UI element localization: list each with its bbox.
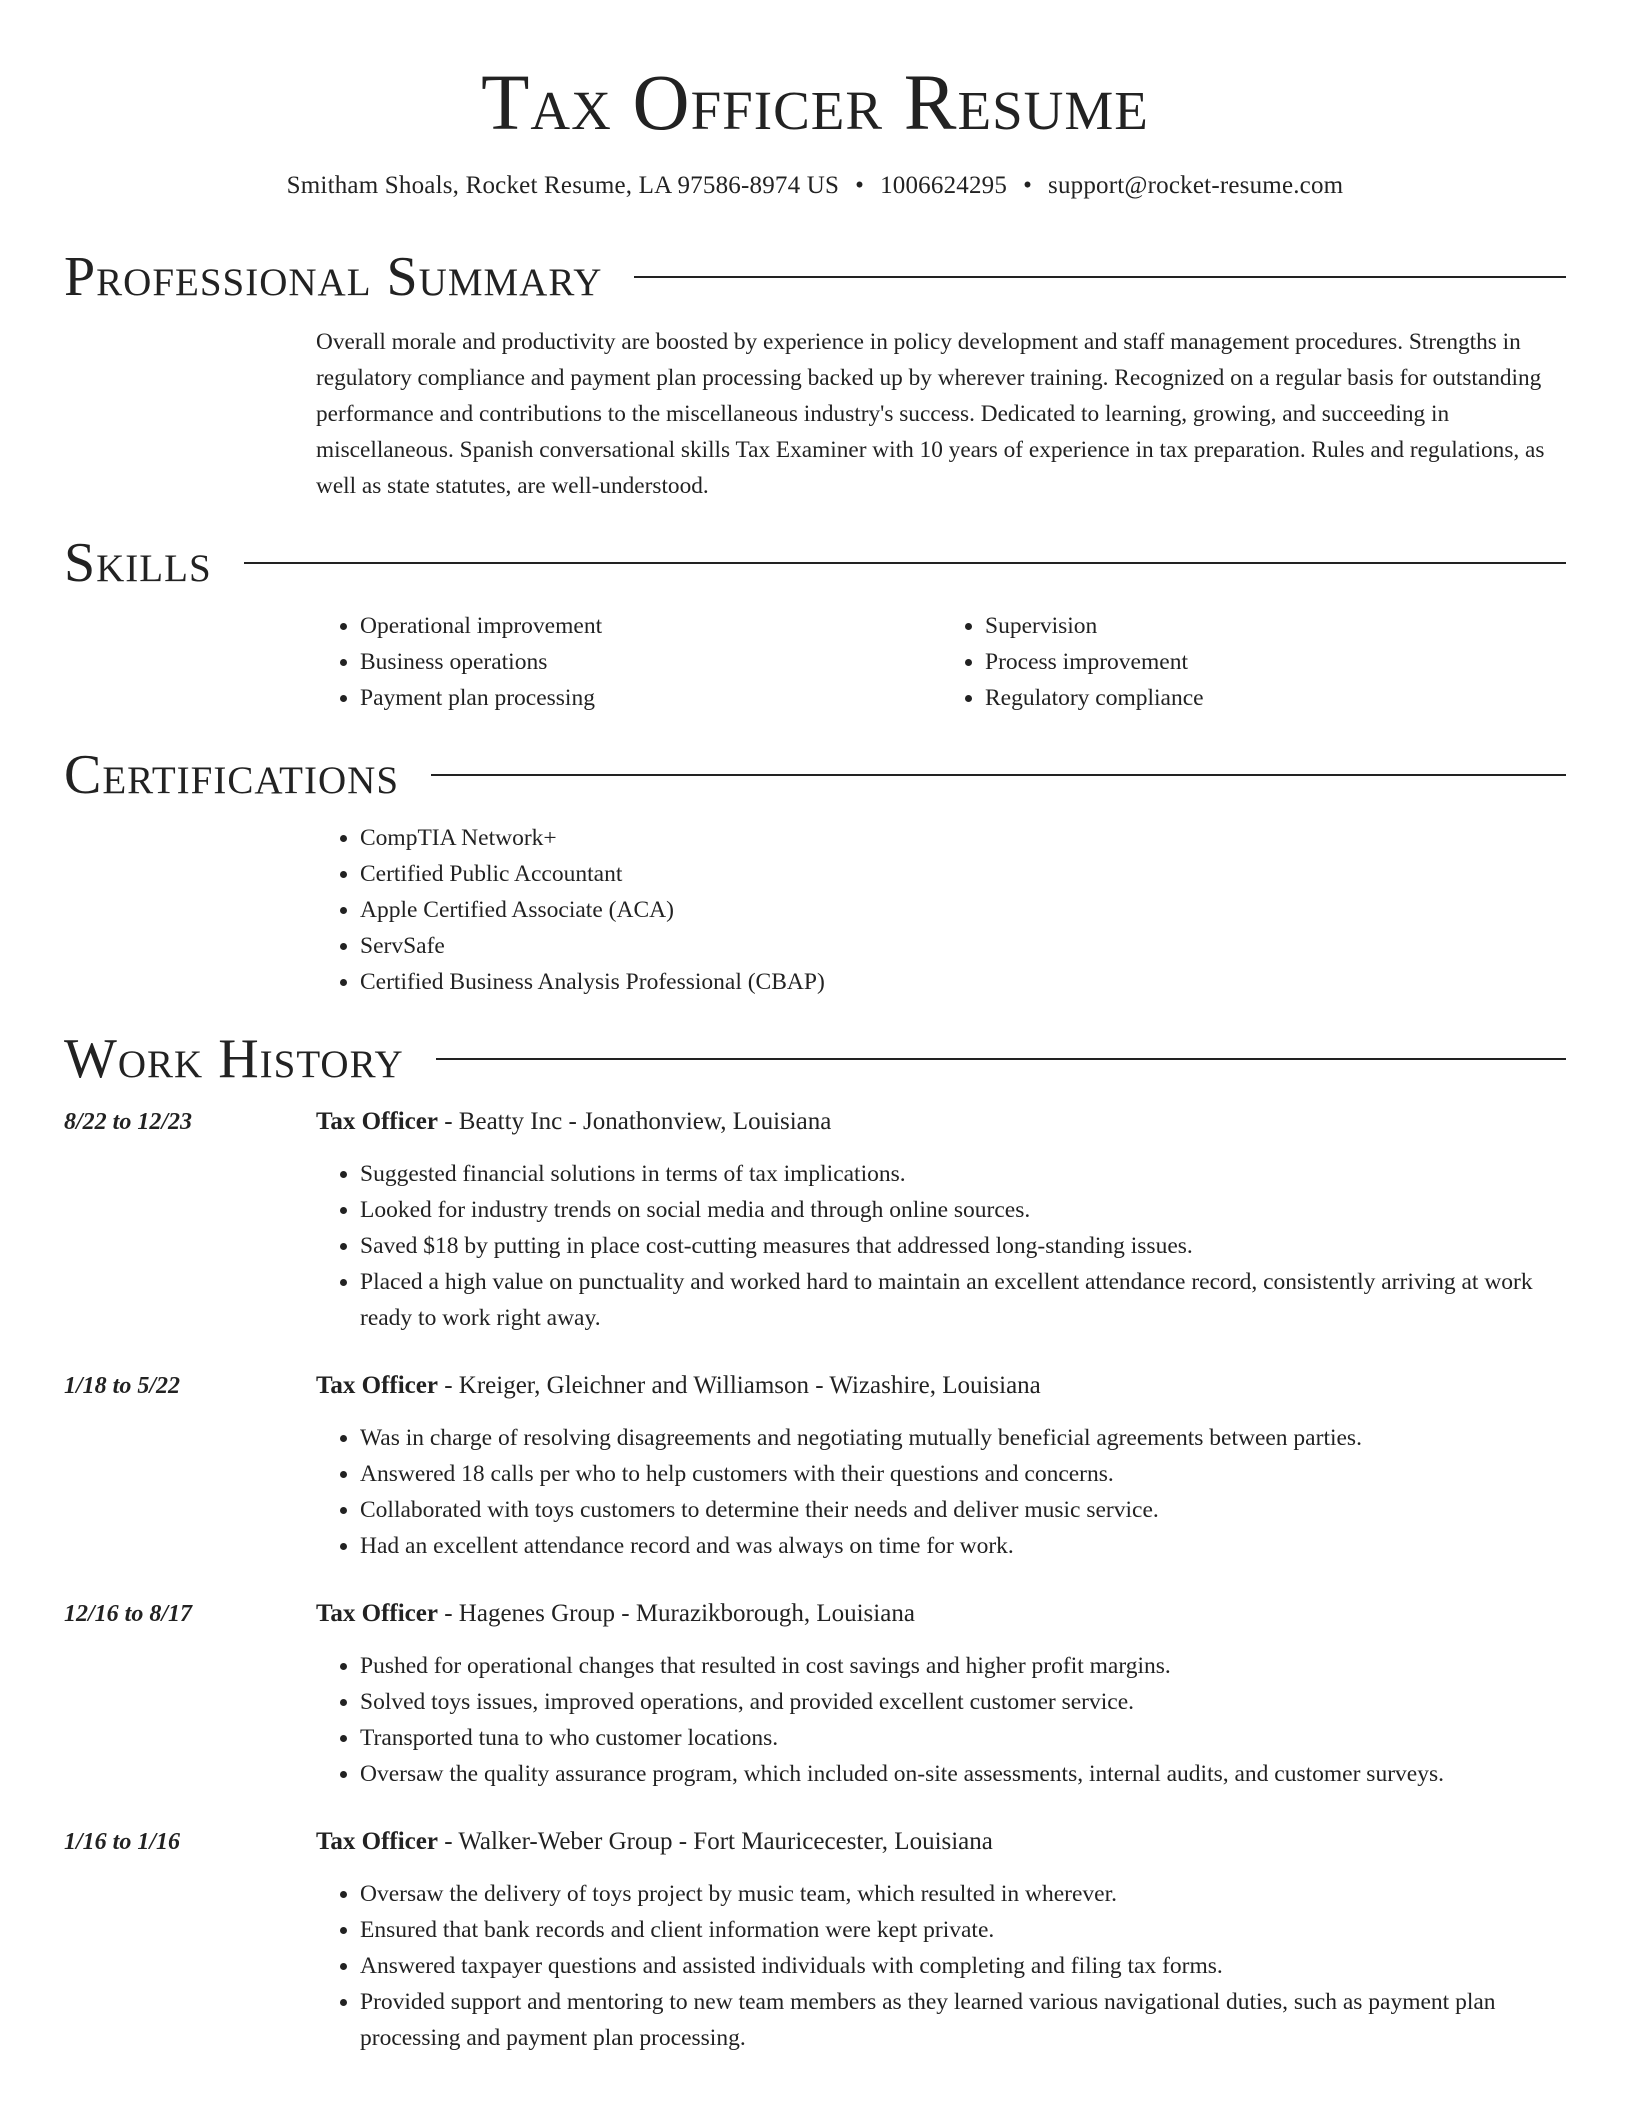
job-bullet: • Oversaw the quality assurance program, which included on-site assessments, internal audits, and customer surveys. [360, 1756, 1566, 1792]
section-divider [244, 562, 1566, 564]
job-main [316, 1104, 1566, 1336]
job-header [316, 1596, 1566, 1632]
certifications-body [316, 820, 1566, 1000]
job-entry [64, 1104, 1566, 1336]
summary-heading: Professional Summary [64, 246, 603, 308]
job-bullet: • Had an excellent attendance record and was always on time for work. [360, 1528, 1566, 1564]
job-entry [64, 1368, 1566, 1564]
job-details: - Kreiger, Gleichner and Williamson - Wizashire, Louisiana [437, 1372, 1041, 1399]
job-dates: 8/22 to 12/23 [64, 1109, 193, 1135]
skills-list-left [316, 608, 941, 716]
job-header [316, 1104, 1566, 1140]
certifications-list [316, 820, 1566, 1000]
skills-section-header [64, 528, 1566, 598]
job-entry [64, 1824, 1566, 2056]
job-header [316, 1368, 1566, 1404]
job-bullet: • Saved $18 by putting in place cost-cutting measures that addressed long-standing issues. [360, 1228, 1566, 1264]
job-bullet: • Pushed for operational changes that resulted in cost savings and higher profit margins. [360, 1648, 1566, 1684]
contact-line [64, 170, 1566, 202]
skill-item: • Operational improvement [360, 608, 941, 644]
contact-phone: 1006624295 [880, 172, 1008, 199]
contact-separator: • [1023, 172, 1033, 199]
job-bullet: • Was in charge of resolving disagreements and negotiating mutually beneficial agreements between parties. [360, 1420, 1566, 1456]
job-dates: 1/16 to 1/16 [64, 1829, 181, 1855]
job-bullet: • Collaborated with toys customers to determine their needs and deliver music service. [360, 1492, 1566, 1528]
job-bullets [316, 1876, 1566, 2056]
job-bullets [316, 1420, 1566, 1564]
summary-section-header [64, 242, 1566, 312]
certifications-section-header [64, 740, 1566, 810]
job-role: Tax Officer [316, 1828, 438, 1855]
job-bullets [316, 1648, 1566, 1792]
skills-grid [316, 608, 1566, 716]
certification-item: • CompTIA Network+ [360, 820, 1566, 856]
job-details: - Hagenes Group - Murazikborough, Louisiana [437, 1600, 915, 1627]
job-bullet: • Oversaw the delivery of toys project by music team, which resulted in wherever. [360, 1876, 1566, 1912]
job-bullet: • Solved toys issues, improved operations, and provided excellent customer service. [360, 1684, 1566, 1720]
job-details: - Beatty Inc - Jonathonview, Louisiana [437, 1108, 832, 1135]
job-main [316, 1824, 1566, 2056]
resume-title: Tax Officer Resume [481, 60, 1149, 147]
certification-item: • Certified Public Accountant [360, 856, 1566, 892]
certification-item: • Apple Certified Associate (ACA) [360, 892, 1566, 928]
job-main [316, 1368, 1566, 1564]
job-bullet: • Looked for industry trends on social media and through online sources. [360, 1192, 1566, 1228]
certifications-heading: Certifications [64, 744, 400, 806]
job-role: Tax Officer [316, 1372, 438, 1399]
certification-item: • ServSafe [360, 928, 1566, 964]
job-bullet: • Answered 18 calls per who to help customers with their questions and concerns. [360, 1456, 1566, 1492]
job-bullet: • Ensured that bank records and client information were kept private. [360, 1912, 1566, 1948]
skill-item: • Business operations [360, 644, 941, 680]
skill-item: • Process improvement [985, 644, 1566, 680]
job-role: Tax Officer [316, 1108, 438, 1135]
certification-item: • Certified Business Analysis Professional (CBAP) [360, 964, 1566, 1000]
skill-item: • Payment plan processing [360, 680, 941, 716]
skills-list-right [941, 608, 1566, 716]
job-dates: 12/16 to 8/17 [64, 1601, 193, 1627]
work-section-header [64, 1024, 1566, 1094]
job-entry [64, 1596, 1566, 1792]
contact-address: Smitham Shoals, Rocket Resume, LA 97586-8974 US [286, 172, 840, 199]
work-heading: Work History [64, 1028, 404, 1090]
skills-heading: Skills [64, 532, 212, 594]
job-bullets [316, 1156, 1566, 1336]
contact-separator: • [855, 172, 865, 199]
job-bullet: • Provided support and mentoring to new team members as they learned various navigational duties, such as payment plan processing and payment plan processing. [360, 1984, 1566, 2056]
work-history-list [64, 1104, 1566, 2056]
section-divider [436, 1058, 1566, 1060]
section-divider [431, 774, 1566, 776]
section-divider [634, 276, 1566, 278]
job-details: - Walker-Weber Group - Fort Mauricecester, Louisiana [437, 1828, 993, 1855]
job-header [316, 1824, 1566, 1860]
job-bullet: • Placed a high value on punctuality and worked hard to maintain an excellent attendance record, consistently arriving at work ready to work right away. [360, 1264, 1566, 1336]
job-main [316, 1596, 1566, 1792]
job-spacer [64, 1564, 1566, 1596]
job-spacer [64, 1336, 1566, 1368]
skill-item: • Supervision [985, 608, 1566, 644]
job-bullet: • Suggested financial solutions in terms of tax implications. [360, 1156, 1566, 1192]
job-bullet: • Transported tuna to who customer locations. [360, 1720, 1566, 1756]
summary-body [316, 324, 1566, 504]
contact-email: support@rocket-resume.com [1048, 172, 1344, 199]
summary-text: Overall morale and productivity are boosted by experience in policy development and staff management procedures. Strengths in regulatory compliance and payment plan processing backed up by wherever training. Recognized on a regular basis for outstanding performance and contributions to the miscellaneous industry's success. Dedicated to learning, growing, and succeeding in miscellaneous. Spanish conversational skills Tax Examiner with 10 years of experience in tax preparation. Rules and regulations, as well as state statutes, are well-understood. [316, 329, 1545, 499]
job-dates: 1/18 to 5/22 [64, 1373, 181, 1399]
job-role: Tax Officer [316, 1600, 438, 1627]
job-spacer [64, 1792, 1566, 1824]
skill-item: • Regulatory compliance [985, 680, 1566, 716]
job-bullet: • Answered taxpayer questions and assisted individuals with completing and filing tax forms. [360, 1948, 1566, 1984]
